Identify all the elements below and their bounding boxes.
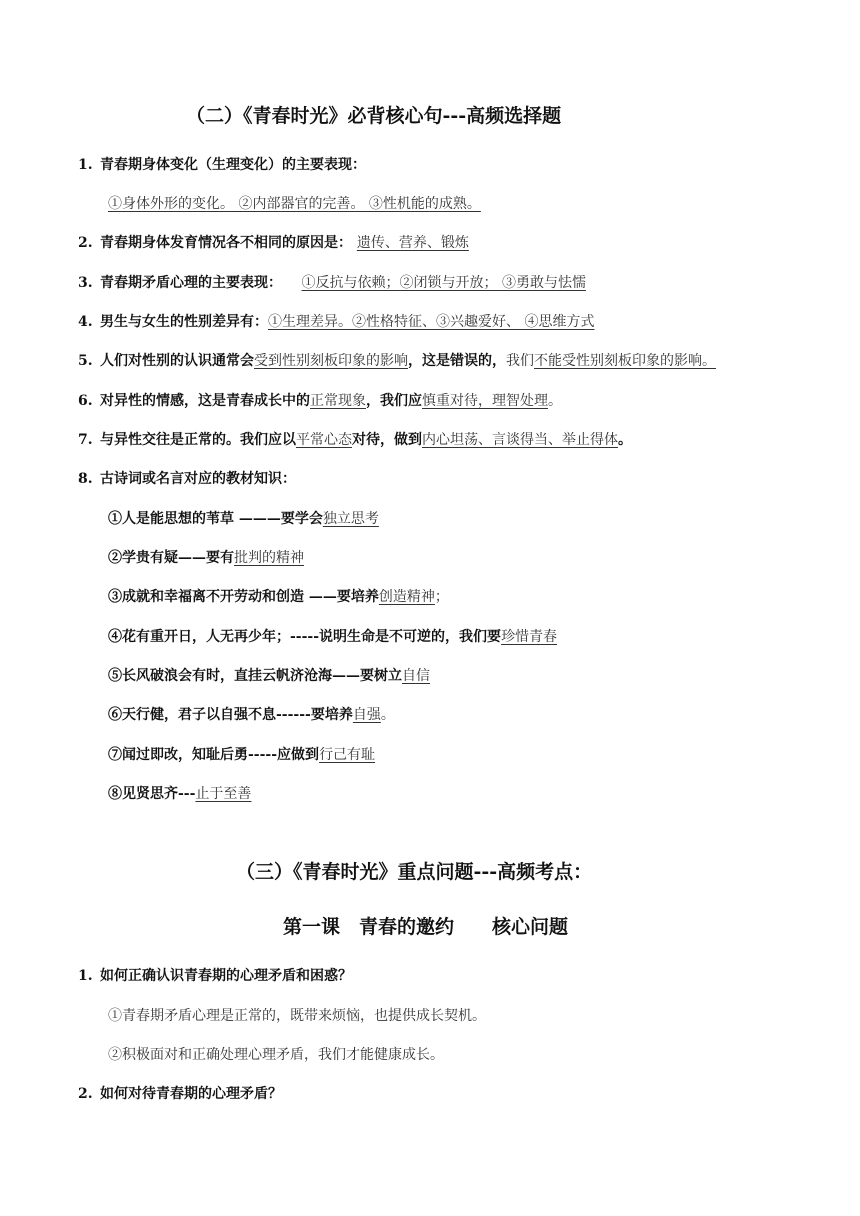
item-6 (78, 391, 562, 411)
answer-text: 创造精神 (378, 589, 435, 605)
item-1-answer (108, 194, 481, 214)
item-number: 2. (78, 235, 93, 251)
quote-item (108, 627, 557, 647)
item-number: 8. (78, 471, 93, 487)
item-4 (78, 312, 594, 332)
answer-text: 不能受性别刻板印象的影响。 (534, 353, 716, 369)
answer-text: 行己有耻 (319, 747, 376, 763)
quote-item (108, 509, 379, 529)
quote-tail: 。 (380, 707, 395, 723)
item-text: 青春期身体发育情况各不相同的原因是： (100, 235, 352, 251)
item-1 (78, 155, 366, 175)
answer-text: ①生理差异。②性格特征、③兴趣爱好、 ④思维方式 (268, 314, 595, 330)
item-number: 7. (78, 432, 93, 448)
answer-text: 自强 (352, 707, 381, 723)
quote-text: ⑥天行健，君子以自强不息------要培养 (108, 707, 353, 723)
item-5 (78, 351, 716, 371)
item-7 (78, 430, 632, 450)
quote-item (108, 784, 251, 804)
quote-tail: ； (434, 589, 449, 605)
item-3 (78, 273, 586, 293)
quote-text: ①人是能思想的苇草 ———要学会 (108, 511, 323, 527)
question-text: 如何对待青春期的心理矛盾？ (100, 1086, 282, 1102)
answer-text: 独立思考 (322, 511, 379, 527)
answer-text: 珍惜青春 (501, 629, 558, 645)
q1-answer-2: ②积极面对和正确处理心理矛盾，我们才能健康成长。 (108, 1047, 444, 1063)
answer-text: 遗传、营养、锻炼 (356, 235, 469, 251)
answer-text: 止于至善 (195, 786, 252, 802)
answer-text: ①身体外形的变化。 ②内部器官的完善。 ③性机能的成熟。 (108, 196, 481, 212)
item-number: 1. (78, 157, 93, 173)
item-text: 人们对性别的认识通常会 (100, 353, 254, 369)
item-text: 。 (618, 432, 632, 448)
item-text: 我们 (506, 353, 534, 369)
answer-text: 自信 (402, 668, 430, 684)
item-text: ，这是错误的， (408, 353, 506, 369)
quote-item (108, 705, 395, 725)
item-number: 3. (78, 275, 93, 291)
quote-text: ③成就和幸福离不开劳动和创造 ——要培养 (108, 589, 379, 605)
lesson-subtitle: 第一课 青春的邀约 核心问题 (283, 916, 569, 938)
item-text: 对待，做到 (352, 432, 422, 448)
answer-text: 批判的精神 (234, 550, 304, 566)
quote-text: ④花有重开日，人无再少年；-----说明生命是不可逆的，我们要 (108, 629, 502, 645)
quote-item (108, 587, 449, 607)
item-text: 与异性交往是正常的。我们应以 (100, 432, 296, 448)
item-number: 4. (78, 314, 93, 330)
q1-answer-1: ①青春期矛盾心理是正常的，既带来烦恼，也提供成长契机。 (108, 1008, 486, 1024)
section-3-title: （三）《青春时光》重点问题---高频考点： (236, 861, 593, 883)
quote-item (108, 548, 304, 568)
question-1 (78, 966, 352, 986)
item-2 (78, 233, 469, 253)
answer-text: 内心坦荡、言谈得当、举止得体 (422, 432, 618, 448)
item-text: 青春期身体变化（生理变化）的主要表现： (100, 157, 366, 173)
quote-text: ⑤长风破浪会有时，直挂云帆济沧海——要树立 (108, 668, 402, 684)
item-text: ，我们应 (366, 393, 422, 409)
quote-text: ⑦闻过即改，知耻后勇-----应做到 (108, 747, 320, 763)
item-text: 。 (548, 393, 562, 409)
item-number: 5. (78, 353, 93, 369)
item-text: 对异性的情感，这是青春成长中的 (100, 393, 310, 409)
question-text: 如何正确认识青春期的心理矛盾和困惑？ (100, 968, 352, 984)
item-number: 2. (78, 1086, 93, 1102)
quote-text: ⑧见贤思齐--- (108, 786, 196, 802)
item-text: 男生与女生的性别差异有： (100, 314, 268, 330)
answer-text: 慎重对待，理智处理 (422, 393, 548, 409)
item-text: 青春期矛盾心理的主要表现： (100, 275, 282, 291)
answer-text: 正常现象 (310, 393, 366, 409)
item-number: 1. (78, 968, 93, 984)
quote-item (108, 666, 430, 686)
answer-text: ①反抗与依赖；②闭锁与开放； ③勇敢与怯懦 (301, 275, 586, 291)
item-text: 古诗词或名言对应的教材知识： (100, 471, 296, 487)
quote-item (108, 745, 375, 765)
answer-text: 平常心态 (296, 432, 352, 448)
item-number: 6. (78, 393, 93, 409)
quote-text: ②学贵有疑——要有 (108, 550, 234, 566)
question-2 (78, 1084, 282, 1104)
answer-text: 受到性别刻板印象的影响 (254, 353, 408, 369)
section-2-title: （二）《青春时光》必背核心句---高频选择题 (186, 105, 562, 127)
item-8 (78, 469, 296, 489)
